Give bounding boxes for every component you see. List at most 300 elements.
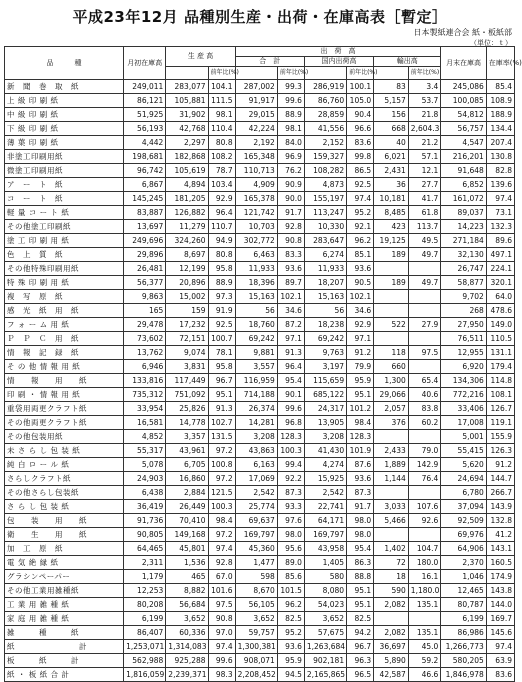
row-value-cell: 107.6 [408,500,441,514]
row-value-cell: 90.0 [277,192,304,206]
row-value-cell: 11,933 [235,262,277,276]
row-value-cell: 78.1 [208,346,235,360]
row-value-cell: 69,242 [304,332,346,346]
row-value-cell: 1,180.0 [408,584,441,598]
row-value-cell: 34.6 [347,304,374,318]
row-value-cell: 10,703 [235,220,277,234]
row-value-cell: 3,197 [304,360,346,374]
row-value-cell: 3,208 [235,430,277,444]
row-value-cell: 908,071 [235,654,277,668]
table-row [5,430,515,444]
row-value-cell: 93.6 [277,640,304,654]
row-value-cell: 37,094 [441,500,486,514]
row-hinshu-name: 下 級 印 刷 紙 [5,122,124,136]
row-value-cell: 97.4 [208,542,235,556]
table-row [5,332,515,346]
row-value-cell: 1,300 [374,374,409,388]
row-value-cell: 43,961 [166,444,208,458]
row-value-cell: 99.6 [277,94,304,108]
row-value-cell: 16,581 [124,416,166,430]
row-value-cell: 159,327 [304,150,346,164]
row-value-cell: 56,757 [441,122,486,136]
row-value-cell: 17,008 [441,416,486,430]
table-row [5,234,515,248]
row-value-cell [408,304,441,318]
row-value-cell: 83.6 [347,136,374,150]
row-value-cell: 169.7 [486,612,514,626]
row-value-cell: 42,768 [166,122,208,136]
row-value-cell: 89.6 [486,234,514,248]
table-row [5,626,515,640]
row-value-cell: 51,925 [124,108,166,122]
row-value-cell: 6,867 [124,178,166,192]
table-row [5,360,515,374]
row-value-cell: 80.8 [208,248,235,262]
row-value-cell: 92.9 [208,192,235,206]
row-value-cell: 46.6 [408,668,441,682]
row-value-cell: 27.7 [408,178,441,192]
table-row [5,416,515,430]
table-row [5,206,515,220]
row-value-cell: 96.4 [277,360,304,374]
row-value-cell: 97.4 [486,640,514,654]
row-value-cell: 96.5 [347,668,374,682]
row-value-cell: 36,697 [374,640,409,654]
row-value-cell: 95.8 [208,262,235,276]
row-hinshu-name: 包 装 用 紙 [5,514,124,528]
row-value-cell: 5,890 [374,654,409,668]
row-value-cell: 95.8 [208,360,235,374]
header-shipments: 出 荷 高 [235,47,441,57]
row-value-cell: 95.6 [277,542,304,556]
row-value-cell: 1,846,978 [441,668,486,682]
row-value-cell: 55,415 [441,444,486,458]
row-value-cell: 57.1 [408,150,441,164]
row-value-cell: 126,882 [166,206,208,220]
row-value-cell: 2,542 [304,486,346,500]
row-value-cell: 92.8 [277,220,304,234]
row-value-cell: 82.5 [347,612,374,626]
row-value-cell: 41.2 [486,528,514,542]
row-value-cell: 15,002 [166,290,208,304]
row-value-cell: 64.0 [486,290,514,304]
row-value-cell: 42,587 [374,668,409,682]
row-value-cell: 2,311 [124,556,166,570]
row-value-cell: 198,681 [124,150,166,164]
row-value-cell: 60.2 [408,416,441,430]
row-value-cell: 12,253 [124,584,166,598]
row-value-cell: 1,300,381 [235,640,277,654]
row-value-cell: 104.7 [408,542,441,556]
row-value-cell: 88.9 [277,108,304,122]
row-value-cell: 57,675 [304,626,346,640]
row-value-cell: 18,238 [304,318,346,332]
header-production-amount [166,67,208,80]
table-row [5,108,515,122]
row-value-cell: 111.5 [208,94,235,108]
row-hinshu-name: 印 刷 ・ 情 報 用 紙 [5,388,124,402]
row-hinshu-name: その他特殊印刷用紙 [5,262,124,276]
row-value-cell: 21.2 [408,136,441,150]
row-hinshu-name: さらしクラフト紙 [5,472,124,486]
row-value-cell: 42,224 [235,122,277,136]
row-value-cell: 24,903 [124,472,166,486]
row-value-cell: 72 [374,556,409,570]
row-value-cell: 144.7 [486,472,514,486]
row-value-cell: 9,881 [235,346,277,360]
table-row [5,122,515,136]
row-value-cell: 18,760 [235,318,277,332]
header-production: 生 産 高 [166,47,235,67]
row-value-cell: 245,086 [441,80,486,94]
row-value-cell: 94.9 [208,234,235,248]
row-value-cell: 102.1 [277,290,304,304]
row-value-cell: 95.1 [347,388,374,402]
row-value-cell: 3,033 [374,500,409,514]
row-value-cell: 6,438 [124,486,166,500]
row-value-cell: 79.9 [347,360,374,374]
row-value-cell: 64,906 [441,542,486,556]
row-value-cell: 5,001 [441,430,486,444]
row-value-cell: 25,826 [166,402,208,416]
row-value-cell: 97.2 [208,472,235,486]
row-value-cell: 131.5 [208,430,235,444]
row-hinshu-name: 重袋用両更クラフト紙 [5,402,124,416]
row-value-cell: 2,297 [166,136,208,150]
row-hinshu-name: 情 報 記 録 紙 [5,346,124,360]
row-value-cell: 45,801 [166,542,208,556]
row-value-cell: 29,015 [235,108,277,122]
row-value-cell: 3,357 [166,430,208,444]
row-value-cell: 95.9 [277,654,304,668]
row-value-cell: 113,247 [304,206,346,220]
row-value-cell: 598 [235,570,277,584]
row-value-cell: 98.4 [208,514,235,528]
row-value-cell: 19,125 [374,234,409,248]
table-row [5,164,515,178]
row-value-cell: 1,477 [235,556,277,570]
row-value-cell: 1,046 [441,570,486,584]
row-value-cell: 660 [374,360,409,374]
row-value-cell: 105.0 [347,94,374,108]
row-value-cell: 925,288 [166,654,208,668]
row-value-cell: 181,205 [166,192,208,206]
row-value-cell: 130.8 [486,150,514,164]
row-value-cell: 22,741 [304,500,346,514]
row-value-cell: 562,988 [124,654,166,668]
row-value-cell: 161,072 [441,192,486,206]
row-value-cell: 41,430 [304,444,346,458]
row-value-cell: 2,165,865 [304,668,346,682]
row-value-cell: 64,171 [304,514,346,528]
row-value-cell: 12.1 [408,164,441,178]
row-value-cell: 2,604.3 [408,122,441,136]
row-value-cell: 108.9 [486,94,514,108]
row-value-cell: 165,348 [235,150,277,164]
row-value-cell: 86,760 [304,94,346,108]
row-value-cell: 91.2 [347,346,374,360]
row-value-cell: 96.8 [277,416,304,430]
row-value-cell: 169,797 [304,528,346,542]
row-value-cell: 73,602 [124,332,166,346]
row-value-cell: 33,954 [124,402,166,416]
row-value-cell: 100.7 [208,332,235,346]
row-value-cell: 169,797 [235,528,277,542]
row-value-cell: 132.8 [486,514,514,528]
row-value-cell: 102.7 [208,416,235,430]
row-value-cell: 86,407 [124,626,166,640]
row-value-cell: 1,144 [374,472,409,486]
row-value-cell [408,332,441,346]
row-value-cell: 1,179 [124,570,166,584]
row-value-cell: 249,696 [124,234,166,248]
row-value-cell: 117,449 [166,374,208,388]
row-hinshu-name: さ ら し 包 装 紙 [5,500,124,514]
table-row [5,220,515,234]
row-value-cell: 40 [374,136,409,150]
row-value-cell: 16,860 [166,472,208,486]
row-hinshu-name: その他包装用紙 [5,430,124,444]
row-value-cell: 80.8 [208,136,235,150]
row-value-cell: 2,152 [304,136,346,150]
row-value-cell [408,262,441,276]
row-value-cell: 91.3 [277,346,304,360]
row-value-cell: 65.4 [408,374,441,388]
row-value-cell: 26,747 [441,262,486,276]
row-value-cell: 97.1 [277,332,304,346]
row-hinshu-name: 電 気 絶 縁 紙 [5,556,124,570]
row-value-cell: 9,763 [304,346,346,360]
row-value-cell: 91.2 [486,458,514,472]
row-value-cell: 95.1 [347,598,374,612]
row-value-cell: 522 [374,318,409,332]
row-value-cell: 9,074 [166,346,208,360]
row-value-cell: 103.4 [208,178,235,192]
row-value-cell: 283,077 [166,80,208,94]
row-value-cell: 6,163 [235,458,277,472]
row-value-cell: 133,816 [124,374,166,388]
row-hinshu-name: そ の 他 情 報 用 紙 [5,360,124,374]
row-value-cell: 98.1 [208,108,235,122]
row-value-cell: 95.1 [347,584,374,598]
row-hinshu-name: 塗 工 印 刷 用 紙 [5,234,124,248]
row-value-cell: 179.4 [486,360,514,374]
row-value-cell: 91.7 [277,206,304,220]
row-value-cell: 376 [374,416,409,430]
row-value-cell: 93.6 [347,262,374,276]
row-value-cell [408,528,441,542]
table-header [5,47,522,80]
row-value-cell: 88.9 [208,276,235,290]
row-value-cell: 96,742 [124,164,166,178]
row-value-cell: 8,080 [304,584,346,598]
row-value-cell: 155.9 [486,430,514,444]
row-value-cell: 13,905 [304,416,346,430]
row-value-cell: 145,245 [124,192,166,206]
row-hinshu-name: 家 庭 用 雑 種 紙 [5,612,124,626]
row-value-cell: 8,882 [166,584,208,598]
row-value-cell: 33,406 [441,402,486,416]
row-value-cell: 1,402 [374,542,409,556]
row-hinshu-name: 未 さ ら し 包 装 紙 [5,444,124,458]
table-row [5,136,515,150]
row-value-cell: 5,620 [441,458,486,472]
row-value-cell: 91,917 [235,94,277,108]
row-value-cell: 4,873 [304,178,346,192]
row-value-cell: 97.4 [208,640,235,654]
row-value-cell: 49.7 [408,248,441,262]
header-export: 輸出高 [374,57,441,67]
row-value-cell: 685,122 [304,388,346,402]
row-value-cell: 2,370 [441,556,486,570]
row-value-cell [374,486,409,500]
row-value-cell: 149.0 [486,318,514,332]
row-value-cell: 3,208 [304,430,346,444]
row-hinshu-name: その他塗工印刷紙 [5,220,124,234]
row-value-cell: 302,772 [235,234,277,248]
row-value-cell: 90.8 [208,612,235,626]
row-value-cell: 324,260 [166,234,208,248]
header-domestic-yoy: 前年比(%) [347,67,374,80]
row-value-cell: 85.4 [486,80,514,94]
row-value-cell: 59,757 [235,626,277,640]
row-value-cell: 92.5 [208,318,235,332]
table-row [5,262,515,276]
row-value-cell: 668 [374,122,409,136]
table-row [5,402,515,416]
row-value-cell: 126.7 [486,402,514,416]
row-value-cell: 40.6 [408,388,441,402]
row-hinshu-name: 新 聞 巻 取 紙 [5,80,124,94]
row-value-cell: 56,105 [235,598,277,612]
row-value-cell: 10,181 [374,192,409,206]
row-hinshu-name: その他両更クラフト紙 [5,416,124,430]
row-value-cell: 110,713 [235,164,277,178]
row-value-cell: 54,812 [441,108,486,122]
row-hinshu-name: 軽 量 コ ー ト 紙 [5,206,124,220]
row-value-cell: 9,702 [441,290,486,304]
row-value-cell: 89,037 [441,206,486,220]
organization-label: 日本製紙連合会 紙・板紙部 [413,28,512,37]
table-row [5,192,515,206]
row-value-cell [408,430,441,444]
row-value-cell: 63.9 [486,654,514,668]
row-value-cell: 90.9 [277,178,304,192]
row-value-cell: 61.8 [408,206,441,220]
row-value-cell: 93.6 [347,472,374,486]
row-value-cell: 93.6 [277,262,304,276]
row-value-cell: 98.0 [277,528,304,542]
row-value-cell: 87.2 [277,318,304,332]
header-total-amount [235,67,277,80]
row-value-cell: 16.1 [408,570,441,584]
row-hinshu-name: グラシンペーパー [5,570,124,584]
row-value-cell [374,304,409,318]
row-hinshu-name: 加 工 原 紙 [5,542,124,556]
row-value-cell: 114.8 [486,374,514,388]
row-value-cell: 99.6 [208,654,235,668]
row-hinshu-name: 工 業 用 雑 種 紙 [5,598,124,612]
row-value-cell: 56 [304,304,346,318]
row-hinshu-name: フ ォ ー ム 用 紙 [5,318,124,332]
row-value-cell: 27.9 [408,318,441,332]
row-value-cell: 4,274 [304,458,346,472]
row-value-cell: 3.4 [408,80,441,94]
row-value-cell: 91.7 [347,500,374,514]
row-value-cell: 6,780 [441,486,486,500]
row-value-cell: 98.1 [277,122,304,136]
row-value-cell: 17,232 [166,318,208,332]
row-value-cell: 100.1 [347,80,374,94]
table-row [5,668,515,682]
row-value-cell: 83.3 [277,248,304,262]
row-value-cell: 8,670 [235,584,277,598]
row-value-cell: 497.1 [486,248,514,262]
row-value-cell: 11,933 [304,262,346,276]
row-value-cell: 4,442 [124,136,166,150]
row-value-cell: 43,958 [304,542,346,556]
row-value-cell: 78.7 [208,164,235,178]
row-value-cell: 423 [374,220,409,234]
row-value-cell: 115,659 [304,374,346,388]
row-value-cell: 100.3 [208,500,235,514]
row-value-cell: 26,449 [166,500,208,514]
row-value-cell: 91,648 [441,164,486,178]
table-row [5,500,515,514]
row-value-cell: 104.1 [208,80,235,94]
table-row [5,486,515,500]
row-value-cell: 96.7 [347,640,374,654]
row-value-cell: 59.2 [408,654,441,668]
row-value-cell: 56,684 [166,598,208,612]
row-value-cell: 56,377 [124,276,166,290]
row-value-cell: 135.1 [408,598,441,612]
table-row [5,374,515,388]
row-value-cell: 88.8 [347,570,374,584]
row-value-cell: 3,652 [304,612,346,626]
row-value-cell: 36 [374,178,409,192]
table-row [5,318,515,332]
header-export-amount [374,67,409,80]
row-value-cell: 12,465 [441,584,486,598]
table-row [5,654,515,668]
row-value-cell: 14,281 [235,416,277,430]
row-value-cell: 97.5 [408,346,441,360]
row-value-cell: 11,279 [166,220,208,234]
row-value-cell: 84.0 [277,136,304,150]
row-value-cell: 155,197 [304,192,346,206]
row-value-cell: 714,188 [235,388,277,402]
header-end-inventory: 月末在庫高 [441,47,486,80]
row-value-cell: 143.1 [486,542,514,556]
header-hinshu: 品 種 [5,47,124,80]
row-value-cell: 72,151 [166,332,208,346]
table-row [5,598,515,612]
row-hinshu-name: 純 白 ロ ー ル 紙 [5,458,124,472]
row-value-cell: 2,057 [374,402,409,416]
row-value-cell [374,528,409,542]
row-value-cell: 85.6 [277,570,304,584]
row-value-cell: 90.1 [277,388,304,402]
row-value-cell: 96.2 [347,234,374,248]
row-value-cell: 76.2 [277,164,304,178]
row-value-cell: 6,274 [304,248,346,262]
table-row [5,640,515,654]
row-value-cell: 283,647 [304,234,346,248]
row-value-cell: 26,374 [235,402,277,416]
row-value-cell: 174.9 [486,570,514,584]
row-value-cell: 80,787 [441,598,486,612]
